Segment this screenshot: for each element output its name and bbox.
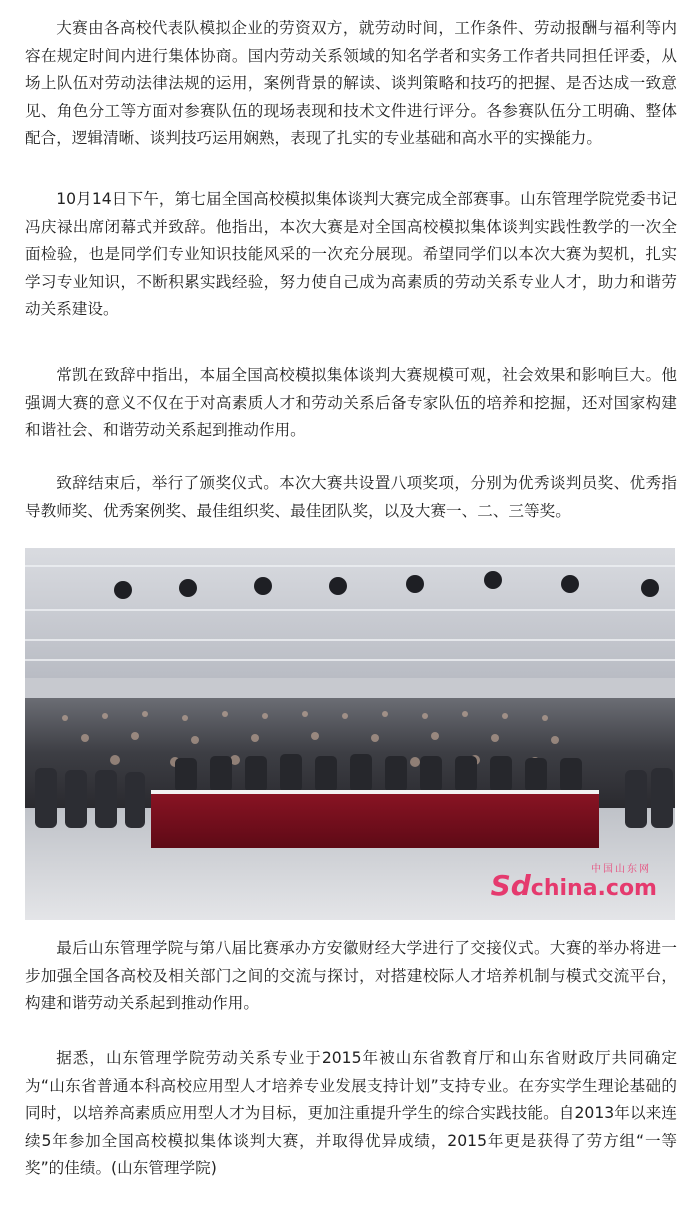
paragraph-changkai-speech: 常凯在致辞中指出，本届全国高校模拟集体谈判大赛规模可观，社会效果和影响巨大。他强调大赛的意义不仅在于对高素质人才和劳动关系后备专家队伍的培养和挖掘，还对国家构建和谐社会、和谐劳动关系起到推动作用。 xyxy=(25,366,677,440)
paragraph-handover: 最后山东管理学院与第八届比赛承办方安徽财经大学进行了交接仪式。大赛的举办将进一步加强全国各高校及相关部门之间的交流与探讨，对搭建校际人才培养机制与模式交流平台，构建和谐劳动关系起到推动作用。 xyxy=(25,939,677,1013)
watermark-logo-rest: china.com xyxy=(530,876,657,901)
event-photo xyxy=(25,548,675,920)
paragraph-awards: 致辞结束后，举行了颁奖仪式。本次大赛共设置八项奖项，分别为优秀谈判员奖、优秀指导教师奖、优秀案例奖、最佳组织奖、最佳团队奖，以及大赛一、二、三等奖。 xyxy=(25,474,677,520)
watermark-cn-text: 中国山东网 xyxy=(591,864,651,875)
head-table xyxy=(151,790,599,848)
paragraph-program-background: 据悉，山东管理学院劳动关系专业于2015年被山东省教育厅和山东省财政厅共同确定为“山东省普通本科高校应用型人才培养专业发展支持计划”支持专业。在夯实学生理论基础的同时，以培养高素质应用型人才为目标，更加注重提升学生的综合实践技能。自2013年以来连续5年参加全国高校模拟集体谈判大赛，并取得优异成绩，2015年更是获得了劳方组“一等奖”的佳绩。(山东管理学院) xyxy=(25,1049,677,1178)
paragraph-closing-ceremony: 10月14日下午，第七届全国高校模拟集体谈判大赛完成全部赛事。山东管理学院党委书记冯庆禄出席闭幕式并致辞。他指出，本次大赛是对全国高校模拟集体谈判实践性教学的一次全面检验，也是同学们专业知识技能风采的一次充分展现。希望同学们以本次大赛为契机，扎实学习专业知识，不断积累实践经验，努力使自己成为高素质的劳动关系专业人才，助力和谐劳动关系建设。 xyxy=(25,190,677,319)
watermark-logo-big: Sd xyxy=(490,869,531,902)
sdchina-watermark xyxy=(491,860,657,900)
paragraph-competition-format: 大赛由各高校代表队模拟企业的劳资双方，就劳动时间，工作条件、劳动报酬与福利等内容在规定时间内进行集体协商。国内劳动关系领域的知名学者和实务工作者共同担任评委，从场上队伍对劳动法律法规的运用，案例背景的解读、谈判策略和技巧的把握、是否达成一致意见、角色分工等方面对参赛队伍的现场表现和技术文件进行评分。各参赛队伍分工明确、整体配合，逻辑清晰、谈判技巧运用娴熟，表现了扎实的专业基础和高水平的实操能力。 xyxy=(25,19,677,148)
